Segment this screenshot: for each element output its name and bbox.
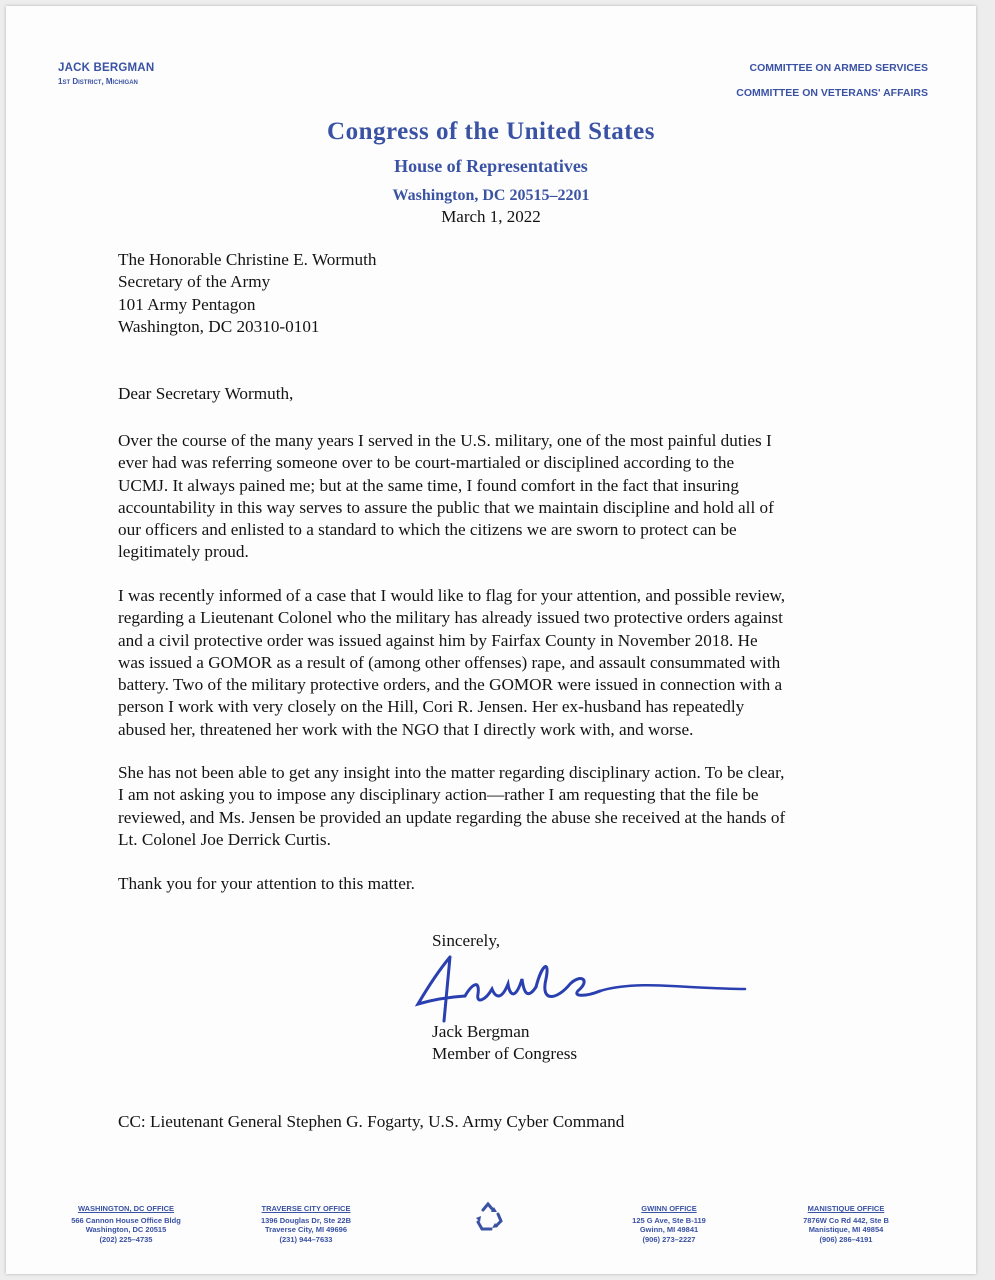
salutation: Dear Secretary Wormuth, <box>118 384 294 403</box>
committee-armed-services: COMMITTEE ON ARMED SERVICES <box>749 62 928 74</box>
footer-office-washington <box>46 1204 206 1244</box>
text-line: reviewed, and Ms. Jensen be provided an update regarding the abuse she received at the hands of <box>118 807 786 827</box>
office-line: (231) 944–7633 <box>279 1234 333 1244</box>
office-title: MANISTIQUE OFFICE <box>807 1204 885 1213</box>
text-line: Over the course of the many years I served in the U.S. military, one of the most painful duties I <box>118 431 772 450</box>
text-line: legitimately proud. <box>118 542 249 562</box>
member-header <box>58 62 154 86</box>
office-line: 1396 Douglas Dr, Ste 22B <box>260 1215 352 1225</box>
closing: Sincerely, <box>432 931 501 950</box>
text-line: battery. Two of the military protective orders, and the GOMOR were issued in connection with a <box>118 675 783 695</box>
text-line: ever had was referring someone over to be court-martialed or disciplined according to the <box>118 453 735 473</box>
office-title: TRAVERSE CITY OFFICE <box>261 1204 351 1213</box>
text-line: UCMJ. It always pained me; but at the same time, I found comfort in the fact that insuring <box>118 475 739 495</box>
signer-title: Member of Congress <box>432 1044 578 1064</box>
paragraph-2 <box>118 585 863 741</box>
recipient-line: Secretary of the Army <box>118 272 271 292</box>
footer-office-manistique <box>771 1204 921 1244</box>
recipient-line: 101 Army Pentagon <box>118 294 256 314</box>
office-title: GWINN OFFICE <box>641 1204 697 1213</box>
recipient-line: Washington, DC 20310-0101 <box>118 316 320 336</box>
text-line: accountability in this way serves to assure the public that we maintain discipline and hold all of <box>118 497 774 517</box>
signer-block <box>432 1021 577 1066</box>
letter-page <box>6 6 976 1274</box>
member-name: JACK BERGMAN <box>58 62 155 74</box>
office-line: Gwinn, MI 49841 <box>639 1225 699 1235</box>
office-line: 125 G Ave, Ste B-119 <box>632 1215 706 1225</box>
text-line: person I work with very closely on the Hill, Cori R. Jensen. Her ex-husband has repeatedly <box>118 697 745 717</box>
text-line: our officers and enlisted to a standard to which the citizens we are sworn to protect can be <box>118 520 737 540</box>
text-line: regarding a Lieutenant Colonel who the military has already issued two protective orders against <box>118 608 783 628</box>
office-line: (906) 286–4191 <box>819 1234 873 1244</box>
cc-line: CC: Lieutenant General Stephen G. Fogarty, U.S. Army Cyber Command <box>118 1112 625 1131</box>
office-title: WASHINGTON, DC OFFICE <box>77 1204 175 1213</box>
city-masthead: Washington, DC 20515–2201 <box>392 187 590 204</box>
office-line: (202) 225–4735 <box>99 1234 153 1244</box>
office-line: Washington, DC 20515 <box>85 1225 167 1235</box>
congress-masthead: Congress of the United States <box>327 118 655 145</box>
signer-name: Jack Bergman <box>432 1022 530 1041</box>
handwritten-signature <box>410 949 750 1029</box>
paragraph-3 <box>118 762 863 851</box>
footer-office-gwinn <box>594 1204 744 1244</box>
office-line: Traverse City, MI 49696 <box>265 1225 347 1235</box>
office-line: 7876W Co Rd 442, Ste B <box>803 1215 889 1225</box>
office-line: (906) 273–2227 <box>642 1234 696 1244</box>
recycle-icon <box>472 1200 506 1234</box>
text-line: I was recently informed of a case that I would like to flag for your attention, and possible review, <box>118 586 786 605</box>
text-line: and a civil protective order was issued against him by Fairfax County in November 2018. He <box>118 630 758 650</box>
office-line: Manistique, MI 49854 <box>808 1225 884 1235</box>
text-line: I am not asking you to impose any disciplinary action—rather I am requesting that the file be <box>118 785 759 805</box>
committees <box>736 62 928 99</box>
member-district: 1st District, Michigan <box>58 77 138 86</box>
office-line: 566 Cannon House Office Bldg <box>71 1215 181 1225</box>
paragraph-1 <box>118 430 863 564</box>
text-line: Lt. Colonel Joe Derrick Curtis. <box>118 829 331 849</box>
text-line: abused her, threatened her work with the NGO that I directly work with, and worse. <box>118 719 694 739</box>
text-line: was issued a GOMOR as a result of (among other offenses) rape, and assault consummated with <box>118 652 781 672</box>
recipient-address <box>118 249 863 338</box>
recipient-line: The Honorable Christine E. Wormuth <box>118 250 377 269</box>
letter-date: March 1, 2022 <box>441 207 541 226</box>
committee-veterans-affairs: COMMITTEE ON VETERANS' AFFAIRS <box>736 87 928 99</box>
text-line: She has not been able to get any insight into the matter regarding disciplinary action. To be clear, <box>118 763 785 782</box>
thanks-line: Thank you for your attention to this matter. <box>118 874 415 893</box>
footer-office-traverse-city <box>231 1204 381 1244</box>
house-masthead: House of Representatives <box>394 156 588 176</box>
